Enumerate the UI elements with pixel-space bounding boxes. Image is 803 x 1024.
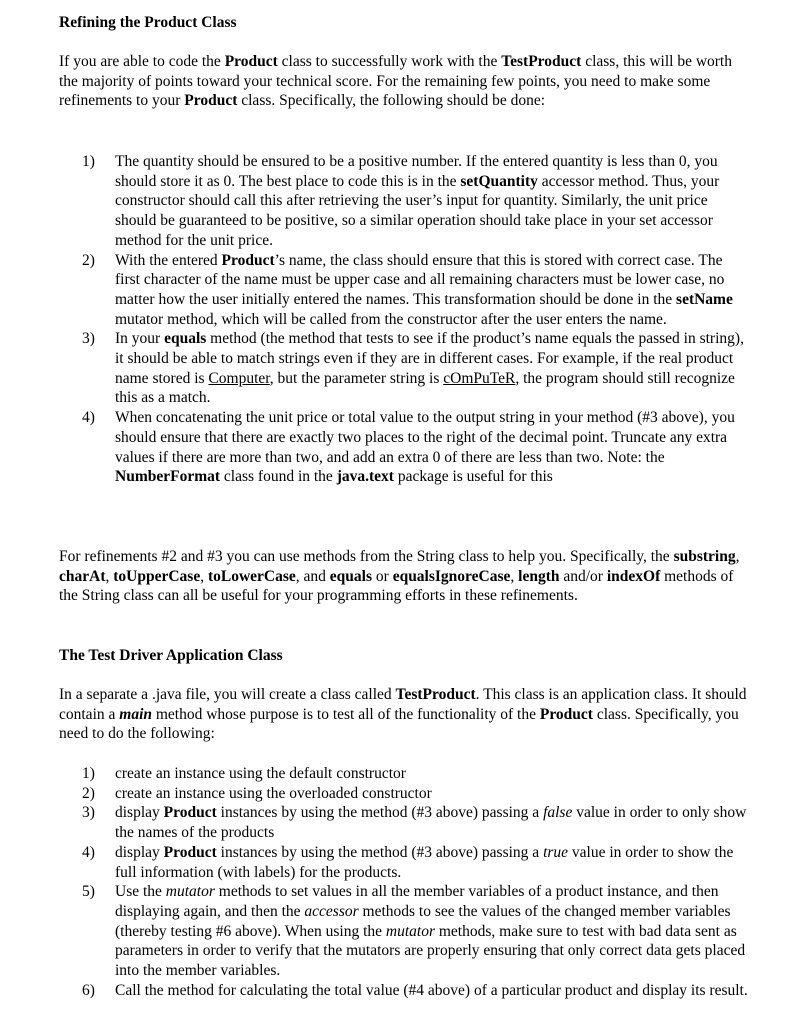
bold-term: Product — [184, 92, 238, 110]
list-number: 3) — [82, 804, 95, 822]
bold-term: Product — [539, 705, 593, 723]
italic-term: mutator — [385, 922, 435, 940]
text-run: In your — [115, 330, 165, 348]
text-run: and/or — [559, 567, 607, 585]
list-item-text — [115, 785, 432, 802]
text-run: When concatenating the unit price or total value to the output string in your method (#3 above), you should ensure that there are exactly two places to the right of the decimal point. Truncate any extra values if there are more than two, and add an extra 0 of there are less than two. Note: the — [115, 409, 735, 466]
test-driver-intro-paragraph — [59, 685, 749, 744]
bold-term: TestProduct — [395, 686, 476, 703]
text-run: If you are able to code the — [59, 53, 225, 70]
text-run: accessor method. Thus, your constructor should call this after retrieving the user’s input for quantity. Similarly, the unit price should be guaranteed to be positive, so a similar operation should take place in your set accessor method for the unit price. — [115, 172, 720, 249]
text-run: methods of the String class can all be useful for your programming efforts in these refinements. — [59, 567, 734, 605]
text-run: class to successfully work with the — [277, 53, 502, 70]
list-item-text — [115, 765, 406, 782]
text-run: create an instance using the overloaded constructor — [115, 784, 432, 802]
test-step-item-3 — [82, 803, 750, 842]
text-run: , — [735, 548, 740, 565]
bold-term: equals — [164, 330, 207, 348]
italic-term: false — [543, 804, 573, 822]
list-number: 4) — [82, 409, 95, 427]
list-item-text — [115, 982, 748, 999]
text-run: instances by using the method (#3 above) passing a — [216, 843, 544, 861]
list-item-text — [115, 252, 733, 328]
text-run: method (the method that tests to see if the product’s name equals the passed in string), it should be able to match strings even if they are in different cases. For example, if the real product name stored is — [115, 330, 744, 387]
list-item-text — [115, 844, 733, 881]
bold-term: Product — [221, 251, 275, 269]
underlined-term: cOmPuTeR — [443, 369, 516, 387]
list-number: 5) — [82, 883, 95, 901]
refinement-list — [82, 152, 750, 487]
list-number: 6) — [82, 981, 95, 999]
text-run: With the entered — [115, 251, 222, 269]
list-number: 2) — [82, 784, 95, 802]
test-step-item-5 — [82, 882, 750, 981]
bold-term: main — [119, 705, 152, 723]
bold-term: setName — [676, 290, 733, 308]
refinement-item-4 — [82, 408, 750, 487]
bold-term: equalsIgnoreCase — [392, 567, 511, 585]
text-run: create an instance using the default constructor — [115, 765, 406, 782]
text-run: For refinements #2 and #3 you can use methods from the String class to help you. Specifically, the — [59, 548, 674, 565]
italic-term: true — [543, 843, 569, 861]
bold-term: charAt — [59, 567, 106, 585]
section-heading-test-driver: The Test Driver Application Class — [59, 647, 283, 664]
bold-term: Product — [224, 53, 278, 70]
bold-term: toLowerCase — [207, 567, 296, 585]
refinement-item-2 — [82, 251, 750, 330]
text-run: package is useful for this — [393, 468, 553, 486]
text-run: class, this will be worth the majority of points toward your technical score. For the remaining few points, you need to make some refinements to your — [59, 53, 732, 110]
text-run: methods, make sure to test with bad data sent as parameters in order to verify that the mutators are properly ensuring that only correct data gets placed into the member variables. — [115, 922, 746, 980]
list-item-text — [115, 883, 745, 979]
intro-paragraph — [59, 52, 749, 111]
text-run: instances by using the method (#3 above) passing a — [216, 804, 544, 822]
text-run: value in order to only show the names of the products — [115, 804, 747, 842]
text-run: method whose purpose is to test all of the functionality of the — [152, 705, 540, 723]
text-run: , the program should still recognize this as a match. — [115, 369, 735, 407]
text-run: display — [115, 804, 164, 822]
text-run: display — [115, 843, 164, 861]
list-number: 1) — [82, 765, 95, 782]
text-run: , — [200, 567, 208, 585]
text-run: , — [510, 567, 519, 585]
test-step-item-6 — [82, 981, 750, 1001]
text-run: class found in the — [220, 468, 337, 486]
bold-term: TestProduct — [501, 53, 582, 70]
list-item-text — [115, 804, 746, 841]
bold-term: substring — [673, 548, 736, 565]
list-number: 2) — [82, 251, 95, 269]
list-number: 1) — [82, 153, 95, 170]
italic-term: mutator — [165, 883, 215, 901]
text-run: Call the method for calculating the total value (#4 above) of a particular product and display its result. — [115, 981, 748, 999]
bold-term: length — [518, 567, 560, 585]
text-run: methods to set values in all the member variables of a product instance, and then displaying again, and then the — [115, 883, 719, 920]
text-run: class. Specifically, the following should be done: — [237, 92, 546, 110]
test-step-item-2 — [82, 784, 750, 804]
bold-term: setQuantity — [460, 172, 538, 190]
test-step-item-1 — [82, 764, 750, 784]
text-run: class. Specifically, you need to do the following: — [59, 705, 739, 743]
list-item-text — [115, 153, 719, 249]
refinements-tip-paragraph — [59, 547, 749, 606]
italic-term: accessor — [304, 902, 359, 920]
text-run: ’s name, the class should ensure that this is stored with correct case. The first character of the name must be upper case and all remaining characters must be lower case, no matter how the user initially entered the names. This transformation should be done in the — [115, 251, 725, 308]
test-step-item-4 — [82, 843, 750, 882]
list-item-text — [115, 330, 744, 406]
text-run: , — [105, 567, 114, 585]
bold-term: toUpperCase — [113, 567, 201, 585]
text-run: methods to see the values of the changed member variables (thereby testing #6 above). When using the — [115, 902, 731, 940]
text-run: , but the parameter string is — [269, 369, 444, 387]
section-heading-refining: Refining the Product Class — [59, 14, 237, 31]
text-run: The quantity should be ensured to be a positive number. If the entered quantity is less than 0, you should store it as 0. The best place to code this is in the — [115, 153, 718, 190]
text-run: , and — [295, 567, 330, 585]
underlined-term: Computer — [208, 369, 270, 387]
text-run: . This class is an application class. It should contain a — [59, 686, 747, 723]
test-steps-list — [82, 764, 750, 1000]
text-run: In a separate a .java file, you will create a class called — [59, 686, 396, 703]
list-item-text — [115, 409, 735, 485]
bold-term: Product — [163, 843, 217, 861]
bold-term: indexOf — [606, 567, 661, 585]
list-number: 3) — [82, 330, 95, 348]
bold-term: NumberFormat — [115, 468, 221, 486]
refinement-item-1 — [82, 152, 750, 251]
text-run: mutator method, which will be called from the constructor after the user enters the name. — [115, 310, 667, 328]
text-run: or — [372, 567, 393, 585]
refinement-item-3 — [82, 329, 750, 408]
text-run: value in order to show the full information (with labels) for the products. — [115, 843, 734, 881]
list-number: 4) — [82, 843, 95, 861]
bold-term: Product — [163, 804, 217, 822]
bold-term: java.text — [336, 468, 394, 486]
text-run: Use the — [115, 883, 166, 901]
bold-term: equals — [329, 567, 373, 585]
